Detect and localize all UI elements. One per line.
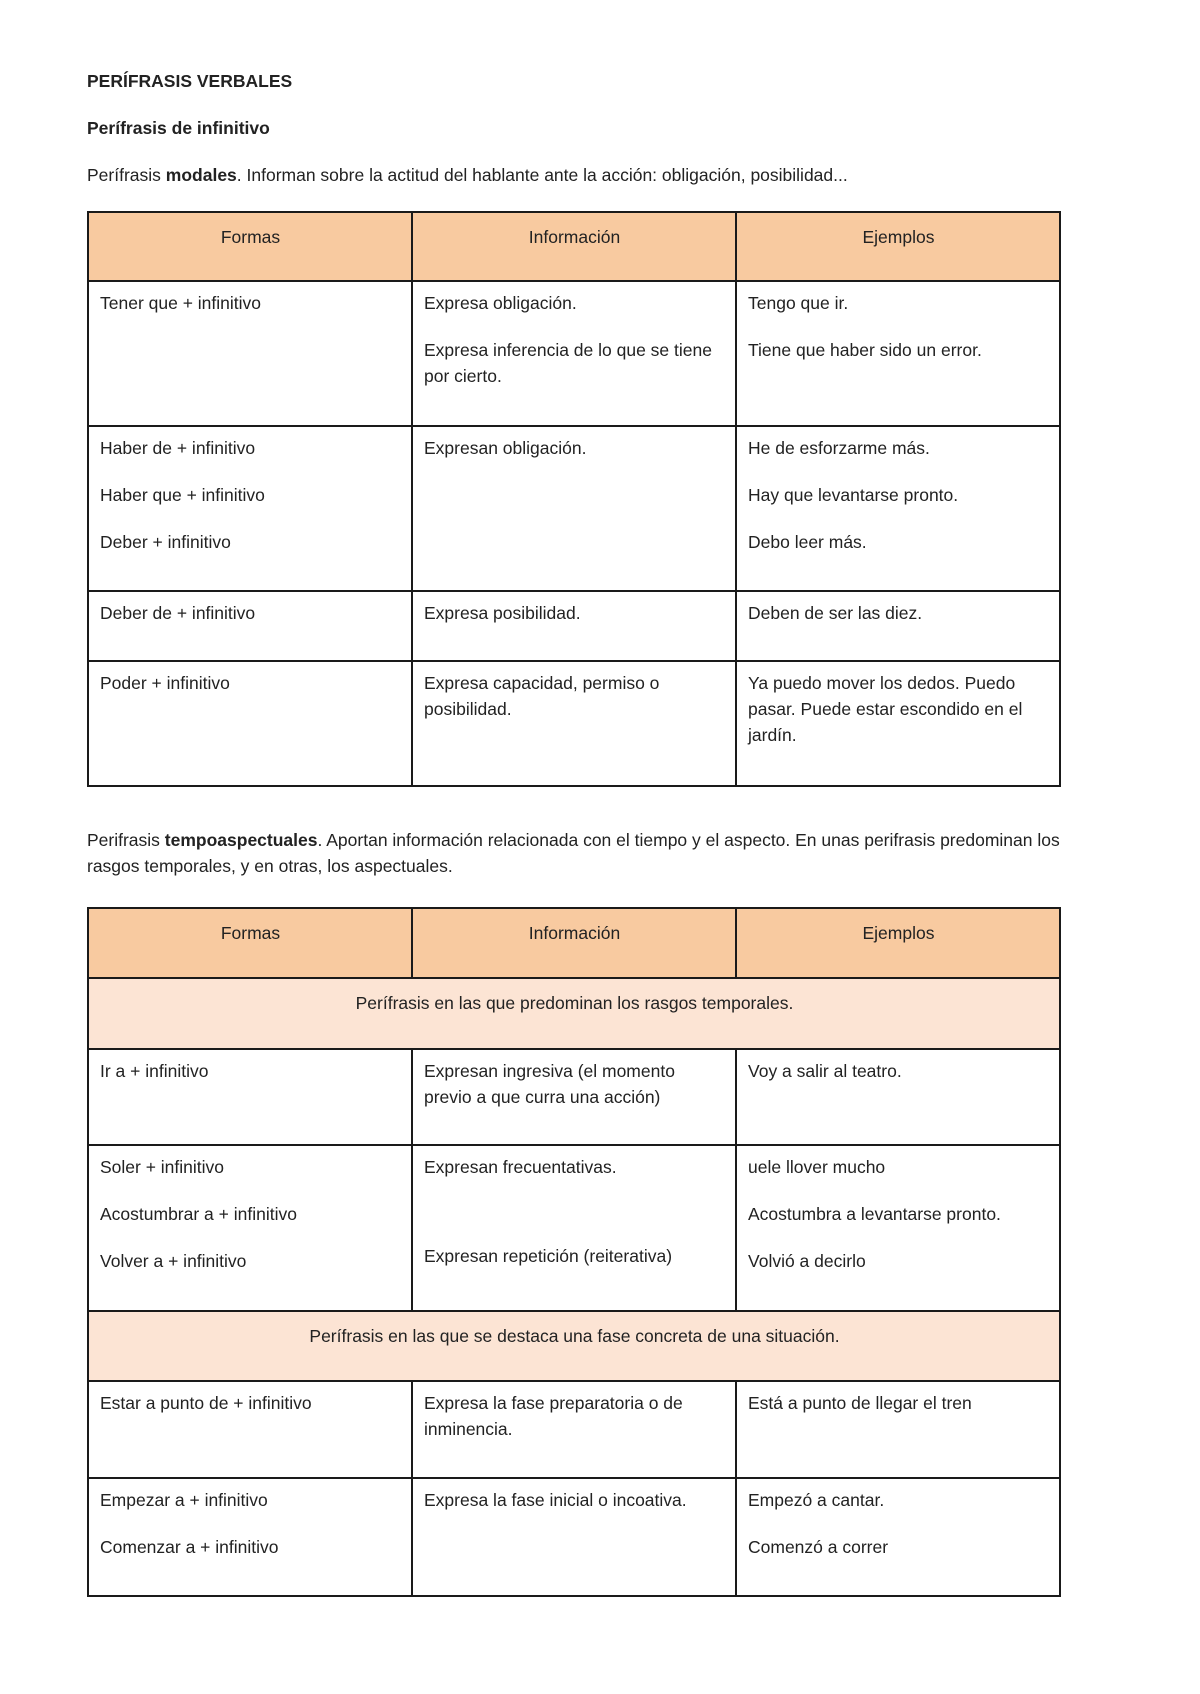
cell-line: Soler + infinitivo: [100, 1157, 225, 1177]
intro-tempoaspectuales: [87, 827, 1087, 879]
cell-line: Acostumbrar a + infinitivo: [100, 1204, 297, 1224]
cell-formas: [88, 281, 412, 426]
cell-line: Empezó a cantar.: [748, 1490, 885, 1510]
group-row: [88, 1311, 1060, 1381]
cell-line: Empezar a + infinitivo: [100, 1490, 268, 1510]
section-title: Perífrasis de infinitivo: [87, 118, 270, 138]
cell-spacer: [424, 1201, 725, 1222]
cell-line: Expresa posibilidad.: [424, 603, 581, 623]
cell-line: Expresan obligación.: [424, 438, 587, 458]
cell-ejemplos: [736, 661, 1060, 786]
column-header: Información: [412, 212, 736, 281]
cell-line: Expresa obligación.: [424, 293, 577, 313]
cell-line: Expresa la fase inicial o incoativa.: [424, 1490, 687, 1510]
column-header: Ejemplos: [736, 908, 1060, 978]
cell-line: Volver a + infinitivo: [100, 1251, 247, 1271]
cell-line: Volvió a decirlo: [748, 1251, 866, 1271]
cell-line: Poder + infinitivo: [100, 673, 230, 693]
table-row: [88, 426, 1060, 591]
intro-text: Perifrasis: [87, 830, 165, 850]
cell-ejemplos: [736, 591, 1060, 661]
table-row: [88, 1381, 1060, 1478]
intro-text: Perífrasis: [87, 165, 166, 185]
cell-formas: [88, 1049, 412, 1145]
cell-informacion: [412, 661, 736, 786]
cell-line: Expresan frecuentativas.: [424, 1157, 617, 1177]
column-header: Formas: [88, 212, 412, 281]
cell-informacion: [412, 1145, 736, 1311]
cell-formas: [88, 426, 412, 591]
table-row: [88, 661, 1060, 786]
cell-ejemplos: [736, 1145, 1060, 1311]
intro-bold-term: tempoaspectuales: [164, 830, 318, 850]
cell-line: Expresa capacidad, permiso o posibilidad.: [424, 673, 660, 719]
cell-line: Ir a + infinitivo: [100, 1061, 209, 1081]
cell-line: Voy a salir al teatro.: [748, 1061, 902, 1081]
table-row: [88, 591, 1060, 661]
cell-line: Comenzó a correr: [748, 1537, 889, 1557]
column-header: Ejemplos: [736, 212, 1060, 281]
cell-line: Haber de + infinitivo: [100, 438, 256, 458]
table-header-row: [88, 908, 1060, 978]
table-row: [88, 1049, 1060, 1145]
intro-bold-term: modales: [165, 165, 237, 185]
cell-line: Expresan repetición (reiterativa): [424, 1246, 673, 1266]
cell-line: Tiene que haber sido un error.: [748, 340, 982, 360]
cell-line: Comenzar a + infinitivo: [100, 1537, 279, 1557]
intro-text: . Aportan información relacionada con el tiempo y el aspecto. En unas perifrasis predominan los rasgos temporales, y en otras, los aspectuales.: [87, 830, 1060, 876]
intro-text: . Informan sobre la actitud del hablante ante la acción: obligación, posibilidad...: [236, 165, 848, 185]
cell-line: Expresan ingresiva (el momento previo a que curra una acción): [424, 1061, 675, 1107]
cell-formas: [88, 591, 412, 661]
cell-line: Tengo que ir.: [748, 293, 849, 313]
table-row: [88, 281, 1060, 426]
cell-line: Está a punto de llegar el tren: [748, 1393, 972, 1413]
cell-line: He de esforzarme más.: [748, 438, 930, 458]
cell-line: Estar a punto de + infinitivo: [100, 1393, 312, 1413]
cell-line: Deber de + infinitivo: [100, 603, 256, 623]
table-modales: [87, 211, 1061, 787]
cell-formas: [88, 661, 412, 786]
group-label-fase: Perífrasis en las que se destaca una fase concreta de una situación.: [88, 1311, 1060, 1381]
cell-line: Haber que + infinitivo: [100, 485, 265, 505]
cell-line: Ya puedo mover los dedos. Puedo pasar. Puede estar escondido en el jardín.: [748, 673, 1023, 745]
table-row: [88, 1145, 1060, 1311]
cell-ejemplos: [736, 1478, 1060, 1596]
table-header-row: [88, 212, 1060, 281]
cell-ejemplos: [736, 1381, 1060, 1478]
cell-ejemplos: [736, 1049, 1060, 1145]
cell-ejemplos: [736, 281, 1060, 426]
cell-line: Tener que + infinitivo: [100, 293, 262, 313]
group-label-temporales: Perífrasis en las que predominan los rasgos temporales.: [88, 978, 1060, 1049]
cell-line: Expresa inferencia de lo que se tiene por cierto.: [424, 340, 712, 386]
cell-ejemplos: [736, 426, 1060, 591]
cell-formas: [88, 1145, 412, 1311]
document-title: PERÍFRASIS VERBALES: [87, 71, 293, 91]
cell-formas: [88, 1381, 412, 1478]
cell-informacion: [412, 281, 736, 426]
table-tempoaspectuales: [87, 907, 1061, 1597]
cell-line: Expresa la fase preparatoria o de inminencia.: [424, 1393, 683, 1439]
column-header: Información: [412, 908, 736, 978]
cell-informacion: [412, 591, 736, 661]
cell-informacion: [412, 1381, 736, 1478]
cell-line: uele llover mucho: [748, 1157, 886, 1177]
cell-line: Deben de ser las diez.: [748, 603, 923, 623]
group-row: [88, 978, 1060, 1049]
cell-informacion: [412, 1049, 736, 1145]
cell-line: Hay que levantarse pronto.: [748, 485, 959, 505]
cell-formas: [88, 1478, 412, 1596]
cell-line: Deber + infinitivo: [100, 532, 231, 552]
table-row: [88, 1478, 1060, 1596]
cell-informacion: [412, 1478, 736, 1596]
cell-informacion: [412, 426, 736, 591]
column-header: Formas: [88, 908, 412, 978]
intro-modales: [87, 162, 1087, 188]
cell-line: Debo leer más.: [748, 532, 867, 552]
cell-line: Acostumbra a levantarse pronto.: [748, 1204, 1001, 1224]
